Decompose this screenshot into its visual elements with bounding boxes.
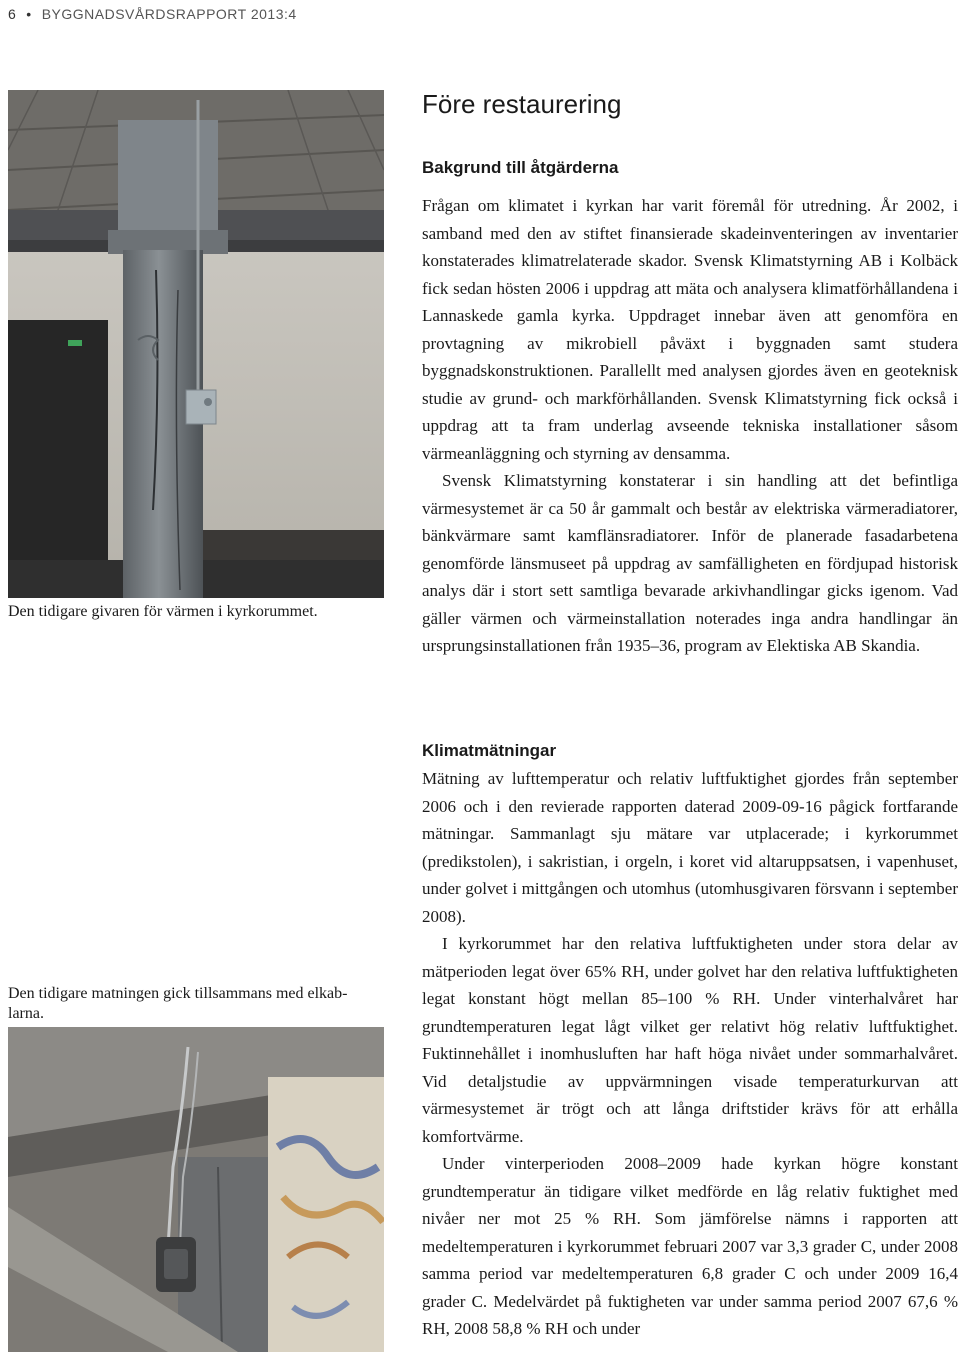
header-separator: • [26, 6, 32, 22]
section-background [422, 156, 958, 660]
page-number: 6 [8, 6, 17, 22]
photo-sensor-post-image [8, 90, 384, 598]
section-heading: Klimatmätningar [422, 741, 557, 760]
paragraph: Svensk Klimatstyrning konstaterar i sin handling att det befintliga värmesystemet är ca 50 år gammalt och består av elektriska värmeradiatorer, bänkvärmare samt kamflänsradiatorer. Inför de planerade fasadarbetena genomförde länsmuseet på uppdrag av samfälligheten en fördjupad historisk analys där i stort sett samtliga bevarade arkivhandlingar gicks igenom. Vad gäller värmen och värmeinstallation noterades inga andra handlingar än ursprungsinstallationen från 1935–36, program av Elektiska AB Skandia. [422, 471, 958, 655]
paragraph: Frågan om klimatet i kyrkan har varit föremål för utredning. År 2002, i samband med den av stiftet finansierade skadeinventeringen av inventarier konstaterades klimatrelaterade skador. Svensk Klimatstyrning AB i Kolbäck fick sedan hösten 2006 i uppdrag att mäta och analysera klimatförhållandena i Lannaskede gamla kyrka. Uppdraget innebar även att genomföra en provtagning av mikrobiell påväxt i byggnaden samt studera byggnadskonstruktionen. Parallellt med analysen gjordes även en geoteknisk studie av grund- och markförhållanden. Svensk Klimatstyrning fick också i uppdrag att ta fram underlag avseende tekniska installationer såsom värmeanläggning och styrning av densamma. [422, 196, 958, 463]
publication-title: BYGGNADSVÅRDSRAPPORT 2013:4 [41, 6, 297, 22]
photo-sensor-post [8, 90, 384, 598]
photo-old-wiring [8, 1027, 384, 1352]
photo-caption-top: Den tidigare givaren för värmen i kyrkorummet. [8, 603, 318, 620]
section-heading: Bakgrund till åtgärderna [422, 158, 619, 177]
paragraph: Mätning av lufttemperatur och relativ luftfuktighet gjordes från september 2006 och i den revierade rapporten daterad 2009-09-16 pågick fortfarande mätningar. Sammanlagt sju mätare var utplacerade; i kyrkorummet (predikstolen), i sakristian, i orgeln, i koret vid altaruppsatsen, i vapenhuset, under golvet i mittgången och utomhus (utomhusgivaren försvann i september 2008). [422, 769, 958, 926]
paragraph: Under vinterperioden 2008–2009 hade kyrkan högre konstant grundtemperatur än tidigare vilket medförde en låg relativ fuktighet med nivåer ner mot 25 % RH. Som jämförelse nämns i rapporten att medeltemperaturen i kyrkorummet februari 2007 var 3,3 grader C, under 2008 samma period var medeltemperaturen 6,8 grader C och under 2009 16,4 grader C. Medelvärdet på fuktigheten var under samma period 2007 67,6 % RH, 2008 58,8 % RH och under [422, 1154, 958, 1338]
article-intro [422, 88, 958, 120]
paragraph: I kyrkorummet har den relativa luftfuktigheten under stora delar av mätperioden legat över 65% RH, under golvet har den relativa luftfuktigheten legat konstant högt mellan 85–100 % RH. Under vinterhalvåret har grundtemperaturen legat lågt vilket ger relativt hög relativ luftfuktighet. Fuktinnehållet i inomhusluften har haft höga nivået under sommarhalvåret. Vid detaljstudie av uppvärmningen visade temperaturkurvan att värmesystemet är trögt och att långa driftstider krävs för att erhålla komfortvärme. [422, 934, 958, 1146]
page-title: Före restaurering [422, 89, 622, 119]
photo-caption-bottom: Den tidigare matningen gick tillsammans med elkab-larna. [8, 985, 348, 1022]
running-header [8, 4, 297, 24]
photo-old-wiring-image [8, 1027, 384, 1352]
section-climate-measurements [422, 739, 958, 1343]
